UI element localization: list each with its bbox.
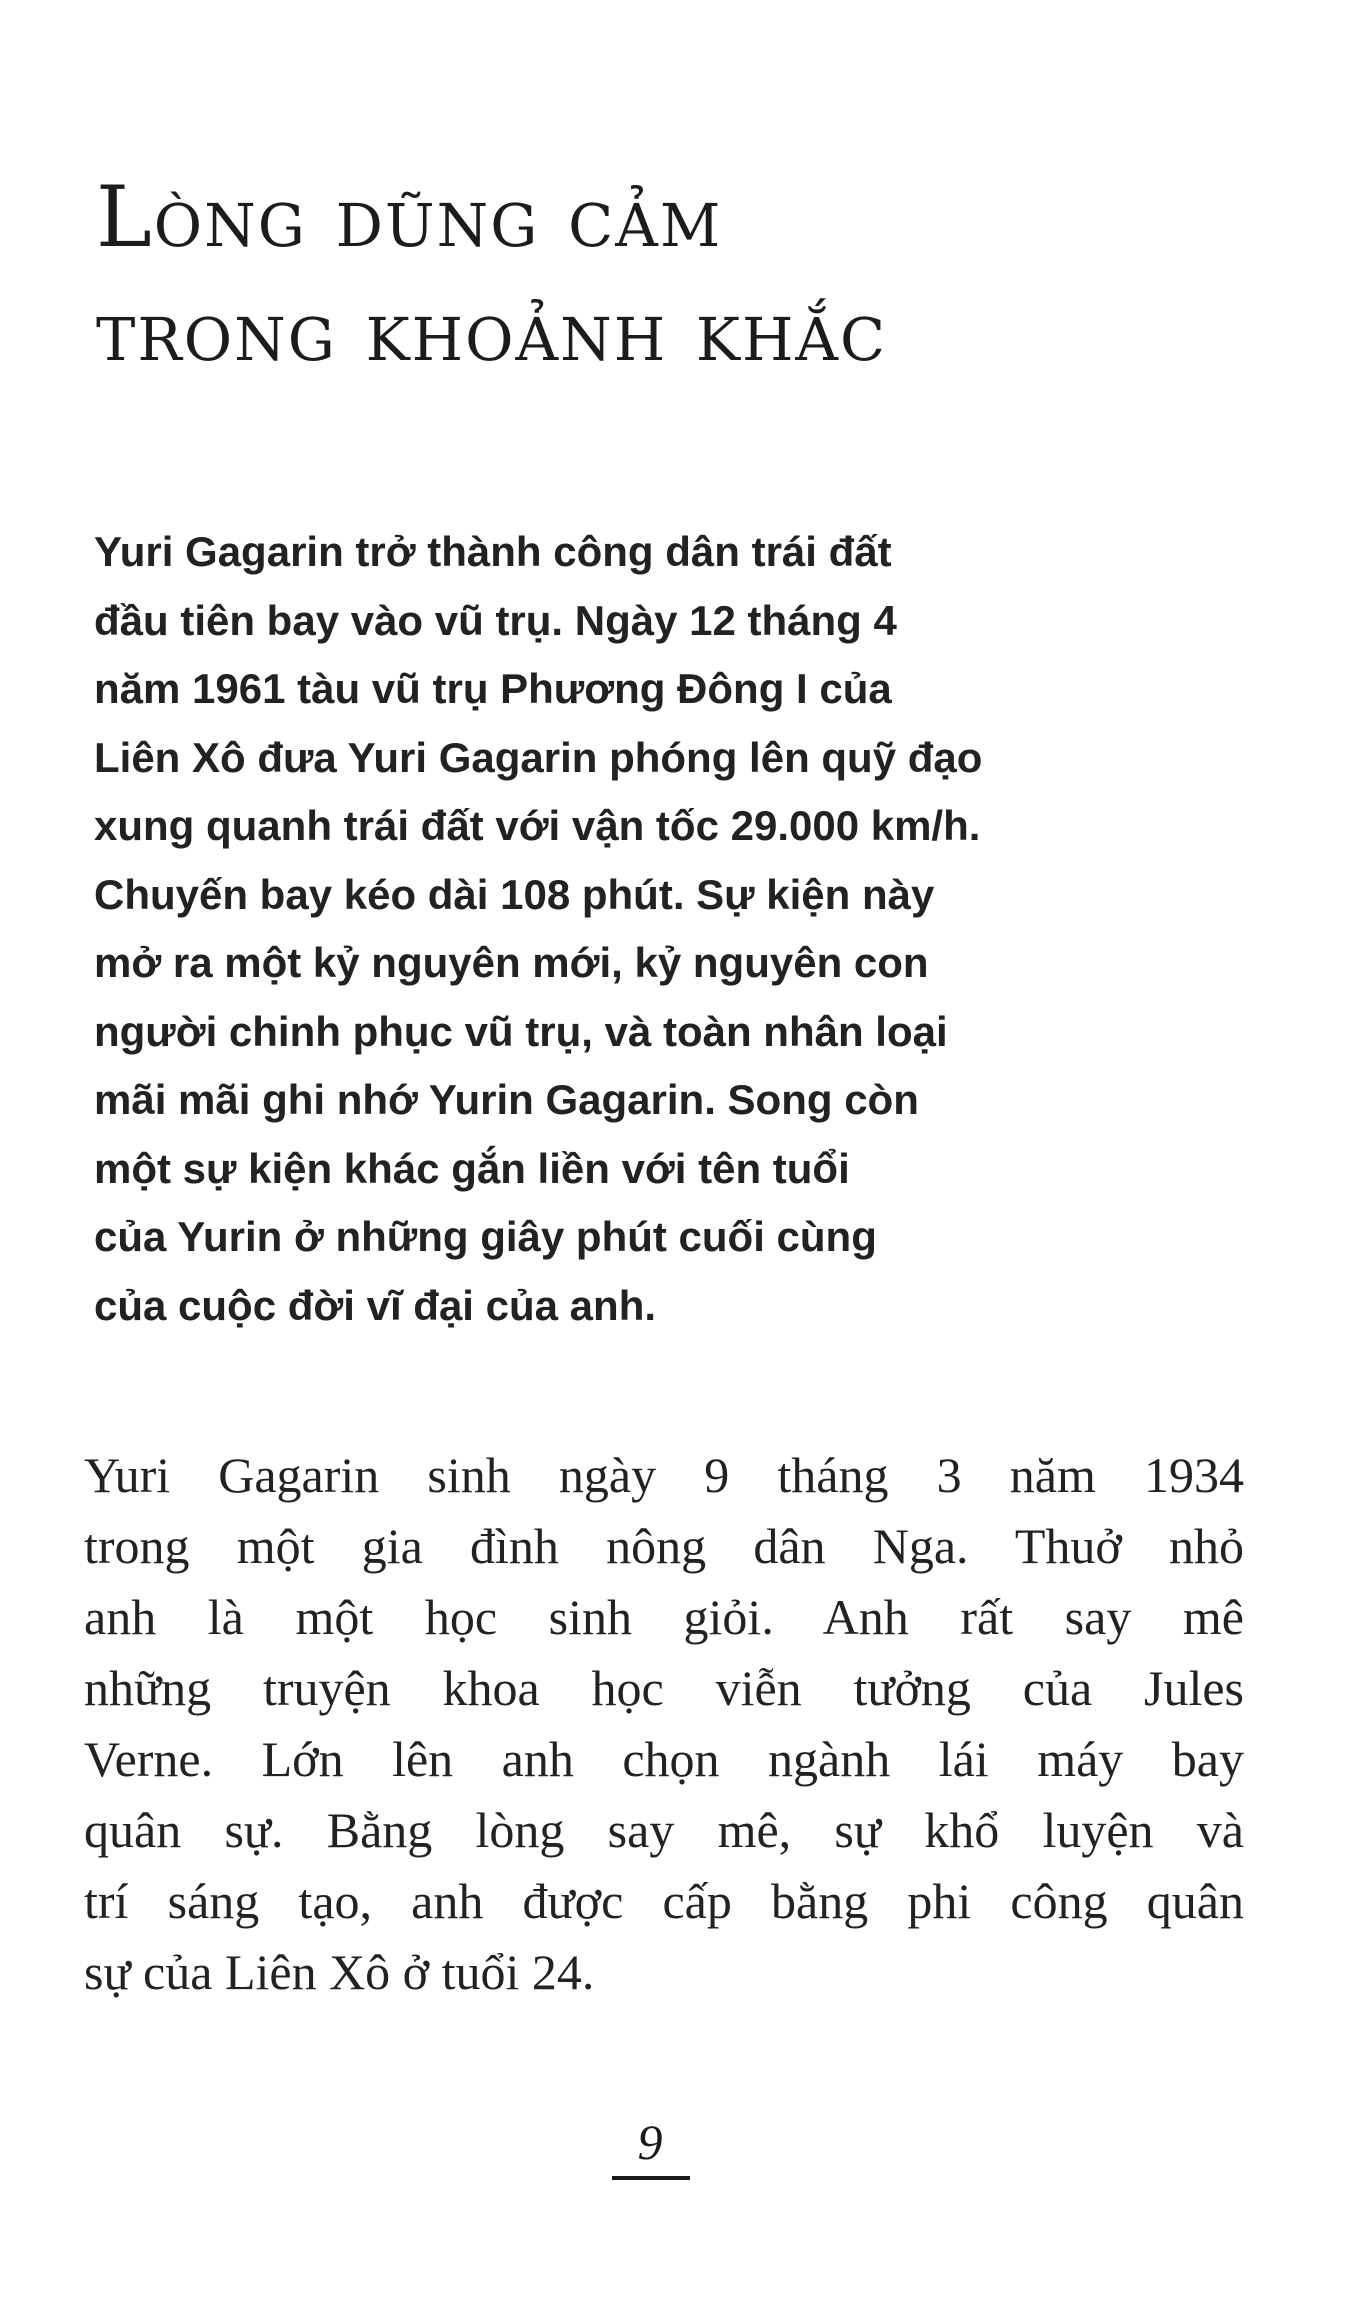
body-line: sự của Liên Xô ở tuổi 24. [84, 1944, 595, 2000]
body-line: anh là một học sinh giỏi. Anh rất say mê [84, 1589, 1244, 1645]
intro-line: năm 1961 tàu vũ trụ Phương Đông I của [94, 665, 892, 712]
intro-line: Liên Xô đưa Yuri Gagarin phóng lên quỹ đạo [94, 733, 983, 781]
chapter-title-line: trong khoảnh khắc [96, 282, 888, 380]
intro-line: Yuri Gagarin trở thành công dân trái đất [94, 528, 892, 575]
body-line: Verne. Lớn lên anh chọn ngành lái máy bay [84, 1731, 1244, 1787]
intro-line: mở ra một kỷ nguyên mới, kỷ nguyên con [94, 939, 929, 986]
intro-paragraph [94, 518, 1274, 1340]
intro-line: đầu tiên bay vào vũ trụ. Ngày 12 tháng 4 [94, 596, 897, 644]
body-line: trong một gia đình nông dân Nga. Thuở nhỏ [84, 1518, 1244, 1574]
page-number-underline [612, 2176, 690, 2180]
intro-line: người chinh phục vũ trụ, và toàn nhân loại [94, 1007, 948, 1055]
page-number: 9 [637, 2114, 663, 2170]
body-line: những truyện khoa học viễn tưởng của Jules [84, 1660, 1244, 1716]
intro-line: xung quanh trái đất với vận tốc 29.000 km/h. [94, 802, 981, 849]
intro-line: của cuộc đời vĩ đại của anh. [94, 1281, 657, 1329]
intro-line: một sự kiện khác gắn liền với tên tuổi [94, 1144, 850, 1192]
body-line: trí sáng tạo, anh được cấp bằng phi công quân [84, 1873, 1244, 1929]
body-line: Yuri Gagarin sinh ngày 9 tháng 3 năm 1934 [84, 1447, 1244, 1503]
body-line: quân sự. Bằng lòng say mê, sự khổ luyện và [84, 1802, 1244, 1858]
chapter-title-line: Lòng dũng cảm [96, 168, 723, 266]
chapter-title [96, 160, 1296, 388]
intro-line: mãi mãi ghi nhớ Yurin Gagarin. Song còn [94, 1076, 919, 1123]
body-paragraph [84, 1440, 1264, 2008]
intro-line: Chuyến bay kéo dài 108 phút. Sự kiện này [94, 870, 935, 918]
intro-line: của Yurin ở những giây phút cuối cùng [94, 1213, 877, 1260]
